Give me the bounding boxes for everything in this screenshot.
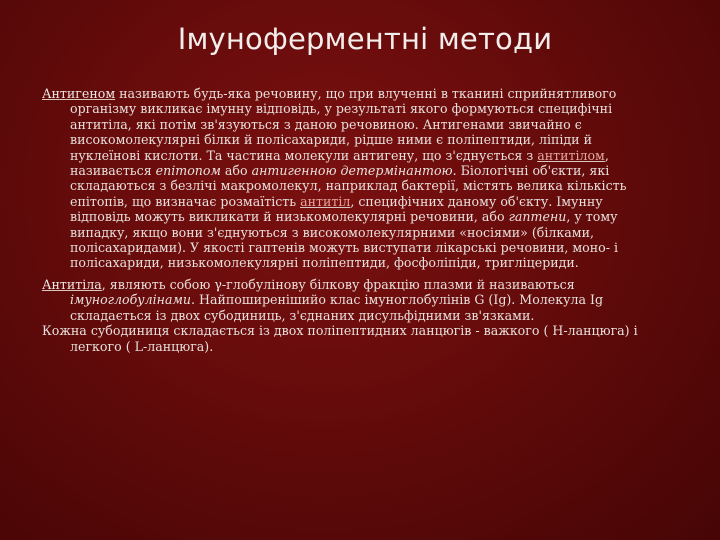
text-run: , являють собою γ-глобулінову білкову фракцію плазми й називаються (101, 276, 575, 292)
emphasis-epitope: епітопом (155, 163, 221, 179)
text-run: Кожна субодиниця складається із двох поліпептидних ланцюгів - важкого ( Н-ланцюга) і легкого ( L-ланцюга). (42, 323, 638, 354)
paragraph-antigen (42, 86, 662, 271)
slide-title: Імуноферментні методи (177, 22, 553, 56)
antibodies-link[interactable]: антитіл (300, 193, 351, 209)
text-run: , називається (70, 147, 609, 179)
antibodies-heading-link[interactable]: Антитіла (42, 276, 102, 292)
text-run: , у тому випадку, якщо вони з'єднуються з високомолекулярними «носіями» (білками, полісахаридами). У якості гаптенів можуть виступати лікарські речовини, моно- і полісахариди, низькомолекулярні поліпептиди, фосфоліпіди, тригліцериди. (70, 209, 618, 271)
slide-content (42, 86, 662, 360)
paragraph-subunit (42, 323, 662, 354)
text-run: . Біологічні об'єкти, які складаються з безлічі макромолекул, наприклад бактерії, містять велика кількість епітопів, що визначає розмаїтість (70, 163, 627, 209)
antibody-link[interactable]: антитілом (537, 147, 605, 163)
emphasis-haptens: гаптени (508, 209, 567, 225)
text-run: називають будь-яка речовину, що при влученні в тканині сприйнятливого організму викликає імунну відповідь, у результаті якого формуються специфічні антитіла, які потім зв'язуються з даною речовиною. Антигенами звичайно є високомолекулярні білки й полісахариди, рідше ними є поліпептиди, ліпіди й нуклеїнові кислоти. Та частина молекули антигену, що з'єднується з (70, 86, 617, 163)
emphasis-determinant: антигенною детермінантою (251, 163, 453, 179)
text-run: . Найпоширенішийо клас імуноглобулінів G (Ig). Молекула Ig складається із двох субодиниць, з'єднаних дисульфідними зв'язками. (70, 292, 604, 323)
antigen-link[interactable]: Антигеном (42, 86, 116, 101)
text-run: , специфічних даному об'єкту. Імунну відповідь можуть викликати й низькомолекулярні речовини, або (70, 193, 603, 225)
emphasis-immunoglobulins: імуноглобулінами (70, 292, 192, 308)
text-run: або (220, 163, 252, 179)
paragraph-antibodies (42, 277, 662, 323)
